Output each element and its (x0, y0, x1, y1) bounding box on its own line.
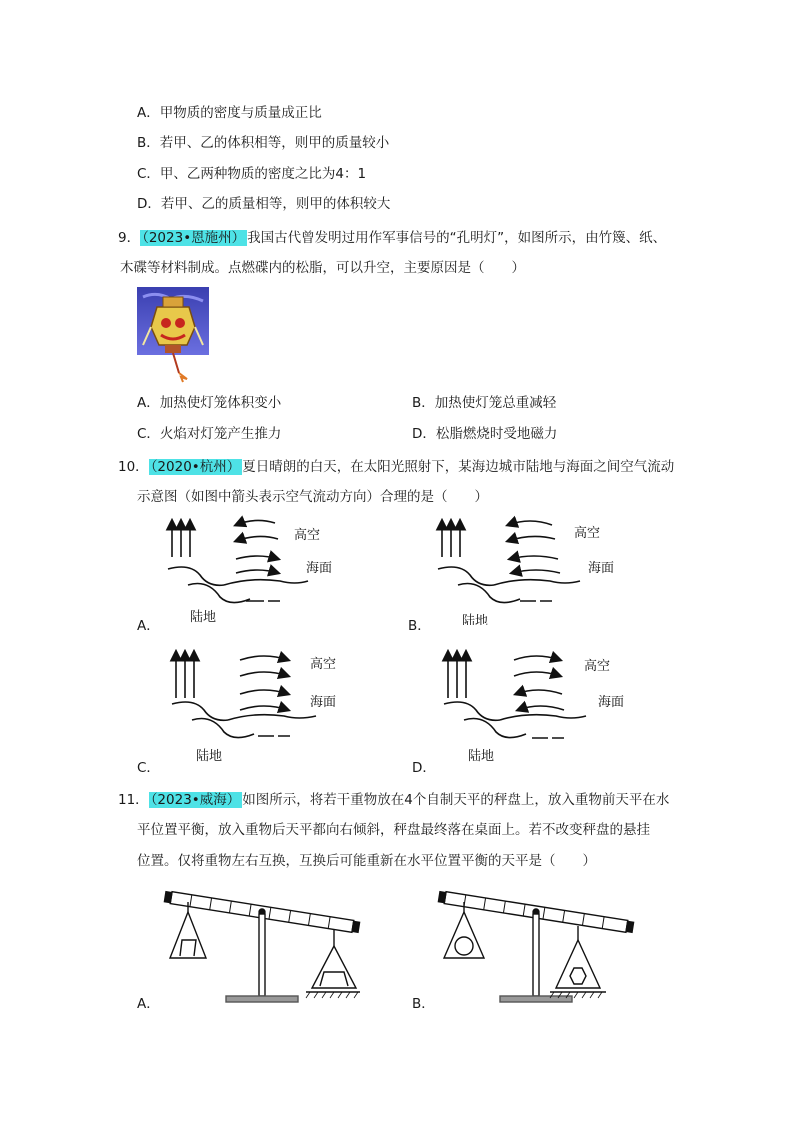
label-sea-surface: 海面 (588, 561, 615, 576)
q8-option-d: D．若甲、乙的质量相等，则甲的体积较大 (137, 196, 391, 212)
label-sea-surface: 海面 (310, 695, 337, 710)
q8-option-c: C．甲、乙两种物质的密度之比为4：1 (137, 166, 367, 182)
q11-number: 11． (118, 792, 149, 808)
q9-option-a: A．加热使灯笼体积变小 (137, 395, 282, 411)
q9-source-tag: （2023•恩施州） (142, 230, 246, 246)
airflow-diagram-b (430, 515, 630, 625)
airflow-diagram-a (160, 515, 360, 625)
q11-stem-line2: 平位置平衡，放入重物后天平都向右倾斜，秤盘最终落在桌面上。若不改变秤盘的悬挂 (137, 822, 650, 838)
q8-option-b: B．若甲、乙的体积相等，则甲的质量较小 (137, 135, 390, 151)
label-sea-surface: 海面 (306, 561, 333, 576)
q9-number: 9． (118, 230, 141, 246)
q8-option-a: A．甲物质的密度与质量成正比 (137, 105, 322, 121)
label-land: 陆地 (190, 610, 217, 625)
label-land: 陆地 (462, 614, 489, 625)
q10-stem (118, 457, 674, 477)
q9-option-c: C．火焰对灯笼产生推力 (137, 426, 282, 442)
q10-number: 10． (118, 459, 149, 475)
balance-diagram-a (160, 880, 370, 1005)
label-high-altitude: 高空 (574, 526, 601, 541)
q10-stem-line1: 夏日晴朗的白天，在太阳光照射下，某海边城市陆地与海面之间空气流动 (242, 459, 675, 475)
q10-option-d: D． (412, 760, 436, 776)
q11-option-b: B． (412, 996, 435, 1012)
q9-stem-line2: 木碟等材料制成。点燃碟内的松脂，可以升空，主要原因是（ ） (120, 260, 525, 276)
airflow-diagram-d (436, 648, 636, 763)
label-high-altitude: 高空 (294, 528, 321, 543)
balance-diagram-b (432, 880, 642, 1005)
kongming-lantern-image (137, 287, 209, 383)
q10-option-a: A． (137, 618, 160, 634)
q9-stem (118, 228, 666, 248)
q10-stem-line2: 示意图（如图中箭头表示空气流动方向）合理的是（ ） (137, 489, 488, 505)
label-sea-surface: 海面 (598, 695, 625, 710)
q11-stem-line1: 如图所示，将若干重物放在4个自制天平的秤盘上，放入重物前天平在水 (242, 792, 670, 808)
q9-option-d: D．松脂燃烧时受地磁力 (412, 426, 558, 442)
q10-option-b: B． (408, 618, 431, 634)
q11-stem-line3: 位置。仅将重物左右互换，互换后可能重新在水平位置平衡的天平是（ ） (137, 853, 596, 869)
label-land: 陆地 (196, 749, 223, 763)
q11-option-a: A． (137, 996, 160, 1012)
q10-source-tag: （2020•杭州） (150, 459, 241, 475)
label-high-altitude: 高空 (310, 657, 337, 672)
q11-stem (118, 790, 669, 810)
airflow-diagram-c (164, 648, 364, 763)
label-land: 陆地 (468, 749, 495, 763)
q9-stem-line1: 我国古代曾发明过用作军事信号的“孔明灯”，如图所示，由竹篾、纸、 (247, 230, 667, 246)
q11-source-tag: （2023•威海） (150, 792, 241, 808)
label-high-altitude: 高空 (584, 659, 611, 674)
q10-option-c: C． (137, 760, 160, 776)
q9-option-b: B．加热使灯笼总重减轻 (412, 395, 557, 411)
